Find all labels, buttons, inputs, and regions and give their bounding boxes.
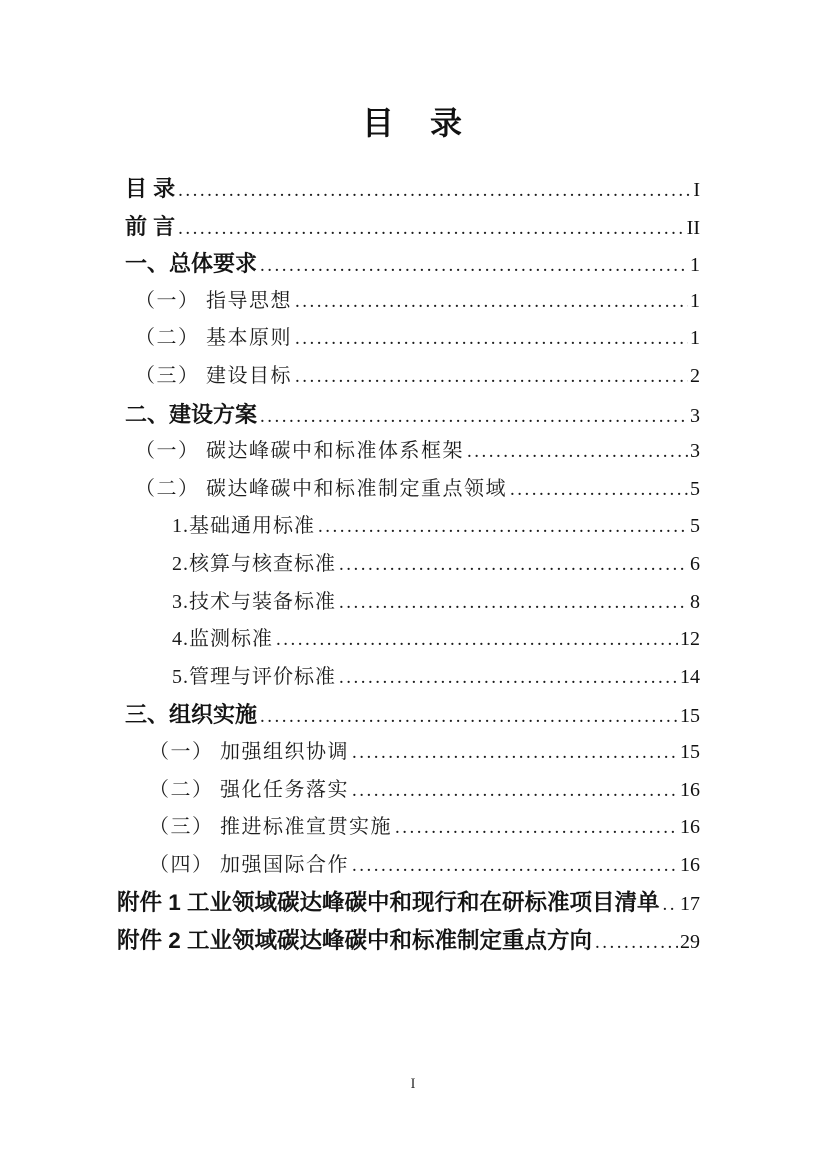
toc-entry[interactable] [125, 208, 700, 246]
toc-entry-label: （二） 强化任务落实 [149, 778, 349, 801]
toc-entry-page: 15 [680, 740, 700, 763]
toc-entry[interactable] [125, 433, 700, 471]
toc-entry[interactable] [125, 508, 700, 546]
toc-list [117, 170, 700, 959]
toc-entry-label: 1.基础通用标准 [172, 515, 315, 538]
toc-leader-dots [660, 886, 678, 924]
toc-entry[interactable] [117, 922, 700, 960]
page-title: 目 录 [361, 105, 464, 141]
toc-entry-page: 8 [690, 590, 700, 613]
toc-entry-label: 附件 1 工业领域碳达峰碳中和现行和在研标准项目清单 [117, 890, 660, 916]
toc-entry-page: 16 [680, 853, 700, 876]
toc-entry-label: （一） 加强组织协调 [149, 740, 349, 763]
toc-entry-page: 12 [680, 628, 700, 651]
toc-entry-page: 14 [680, 665, 700, 688]
toc-leader-dots [315, 508, 688, 546]
toc-entry-page: 5 [690, 477, 700, 500]
toc-entry-page: 16 [680, 778, 700, 801]
toc-entry-label: （三） 推进标准宣贯实施 [149, 816, 392, 839]
toc-entry[interactable] [125, 584, 700, 622]
toc-entry[interactable] [125, 772, 700, 810]
toc-entry-page: 1 [690, 327, 700, 350]
toc-leader-dots [464, 433, 688, 471]
toc-leader-dots [336, 584, 688, 622]
toc-leader-dots [336, 546, 688, 584]
toc-entry-label: 二、建设方案 [125, 401, 258, 427]
toc-leader-dots [349, 847, 678, 885]
toc-entry-page: 3 [690, 440, 700, 463]
toc-entry-page: 1 [690, 254, 700, 277]
toc-entry[interactable] [125, 245, 700, 283]
toc-entry-label: （四） 加强国际合作 [149, 853, 349, 876]
toc-leader-dots [349, 772, 678, 810]
toc-entry-page: 1 [690, 289, 700, 312]
toc-entry[interactable] [125, 847, 700, 885]
toc-entry-page: 15 [680, 705, 700, 728]
toc-entry-label: 4.监测标准 [172, 628, 273, 651]
toc-entry-label: （三） 建设目标 [135, 364, 292, 387]
toc-entry[interactable] [125, 696, 700, 734]
toc-leader-dots [392, 809, 678, 847]
toc-leader-dots [273, 621, 678, 659]
toc-entry[interactable] [125, 358, 700, 396]
toc-entry-label: 三、组织实施 [125, 702, 258, 728]
toc-leader-dots [592, 924, 678, 962]
toc-entry[interactable] [117, 884, 700, 922]
toc-entry-label: 一、总体要求 [125, 251, 258, 277]
toc-leader-dots [257, 247, 688, 285]
toc-entry[interactable] [125, 659, 700, 697]
toc-entry[interactable] [125, 734, 700, 772]
toc-leader-dots [507, 471, 688, 509]
toc-entry-page: 2 [690, 364, 700, 387]
toc-entry[interactable] [125, 320, 700, 358]
toc-entry-label: （一） 指导思想 [135, 289, 292, 312]
toc-entry-label: 5.管理与评价标准 [172, 665, 336, 688]
toc-entry-label: 目 录 [125, 176, 176, 201]
toc-entry-label: 附件 2 工业领域碳达峰碳中和标准制定重点方向 [117, 927, 593, 953]
toc-entry-page: 16 [680, 816, 700, 839]
toc-entry-label: （二） 碳达峰碳中和标准制定重点领域 [135, 477, 507, 500]
toc-leader-dots [175, 210, 685, 248]
toc-leader-dots [349, 734, 678, 772]
toc-entry-page: 3 [690, 404, 700, 427]
toc-entry-label: （二） 基本原则 [135, 327, 292, 350]
toc-entry-page: I [693, 179, 700, 201]
toc-entry-page: 17 [680, 893, 700, 916]
toc-leader-dots [292, 358, 688, 396]
toc-entry[interactable] [125, 621, 700, 659]
toc-leader-dots [336, 659, 678, 697]
toc-entry-page: II [686, 216, 700, 239]
footer-page-number: I [410, 1076, 416, 1092]
toc-entry-label: 2.核算与核查标准 [172, 552, 336, 575]
toc-leader-dots [257, 698, 678, 736]
toc-leader-dots [257, 398, 688, 436]
toc-entry[interactable] [125, 283, 700, 321]
toc-entry[interactable] [125, 170, 700, 208]
toc-entry-page: 29 [680, 930, 700, 953]
toc-entry-page: 6 [690, 552, 700, 575]
toc-leader-dots [292, 320, 688, 358]
toc-entry-label: （一） 碳达峰碳中和标准体系框架 [135, 440, 464, 463]
toc-entry-label: 前 言 [125, 213, 176, 239]
toc-entry-page: 5 [690, 515, 700, 538]
toc-entry[interactable] [125, 809, 700, 847]
toc-entry[interactable] [125, 471, 700, 509]
toc-entry[interactable] [125, 546, 700, 584]
toc-leader-dots [292, 283, 688, 321]
toc-entry[interactable] [125, 396, 700, 434]
toc-entry-label: 3.技术与装备标准 [172, 590, 336, 613]
toc-leader-dots [175, 172, 691, 210]
